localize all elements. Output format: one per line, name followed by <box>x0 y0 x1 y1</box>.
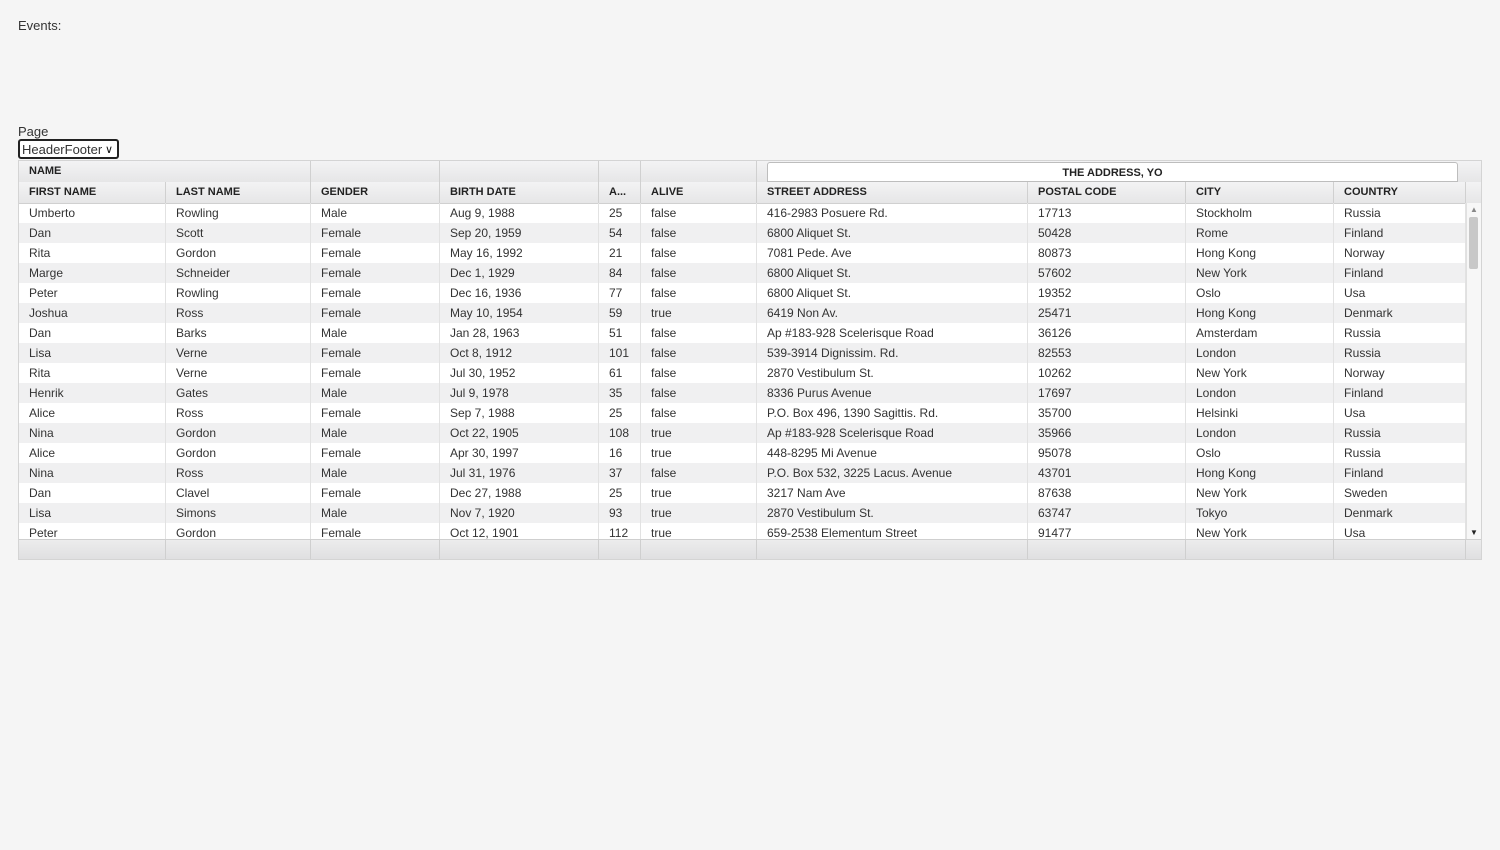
table-cell[interactable]: P.O. Box 496, 1390 Sagittis. Rd. <box>757 403 1028 423</box>
table-cell[interactable]: 2870 Vestibulum St. <box>757 363 1028 383</box>
table-cell[interactable]: Gates <box>166 383 311 403</box>
table-row[interactable] <box>19 463 1466 483</box>
table-cell[interactable]: 6800 Aliquet St. <box>757 283 1028 303</box>
table-cell[interactable]: Umberto <box>19 203 166 223</box>
table-cell[interactable]: 35966 <box>1028 423 1186 443</box>
table-cell[interactable]: Male <box>311 503 440 523</box>
footer-cell <box>757 540 1028 560</box>
table-cell[interactable]: 8336 Purus Avenue <box>757 383 1028 403</box>
footer-cell <box>599 540 641 560</box>
table-cell[interactable]: Oct 12, 1901 <box>440 523 599 539</box>
table-cell[interactable]: false <box>641 383 757 403</box>
table-cell[interactable]: Male <box>311 323 440 343</box>
page-select-value: HeaderFooter <box>22 141 103 157</box>
table-row[interactable] <box>19 443 1466 463</box>
table-cell[interactable]: Gordon <box>166 243 311 263</box>
table-cell[interactable]: Peter <box>19 523 166 539</box>
table-row[interactable] <box>19 343 1466 363</box>
table-cell[interactable]: Rowling <box>166 283 311 303</box>
table-cell[interactable]: 108 <box>599 423 641 443</box>
column-header[interactable]: COUNTRY <box>1334 182 1466 203</box>
table-row[interactable] <box>19 243 1466 263</box>
table-cell[interactable]: Lisa <box>19 343 166 363</box>
scrollbar-thumb[interactable] <box>1469 217 1478 269</box>
table-cell[interactable]: 59 <box>599 303 641 323</box>
table-cell[interactable]: true <box>641 423 757 443</box>
column-header[interactable]: GENDER <box>311 182 440 203</box>
table-cell[interactable]: 50428 <box>1028 223 1186 243</box>
group-header-empty <box>599 161 641 182</box>
table-cell[interactable]: Barks <box>166 323 311 343</box>
table-cell[interactable]: false <box>641 363 757 383</box>
table-cell[interactable]: Oslo <box>1186 443 1334 463</box>
table-cell[interactable]: Amsterdam <box>1186 323 1334 343</box>
table-cell[interactable]: false <box>641 343 757 363</box>
table-cell[interactable]: 54 <box>599 223 641 243</box>
grid-footer <box>19 539 1481 560</box>
table-cell[interactable]: Hong Kong <box>1186 303 1334 323</box>
table-cell[interactable]: Female <box>311 443 440 463</box>
table-cell[interactable]: 95078 <box>1028 443 1186 463</box>
table-cell[interactable]: 37 <box>599 463 641 483</box>
table-cell[interactable]: Female <box>311 283 440 303</box>
table-row[interactable] <box>19 263 1466 283</box>
table-cell[interactable]: 91477 <box>1028 523 1186 539</box>
table-cell[interactable]: 35700 <box>1028 403 1186 423</box>
table-row[interactable] <box>19 203 1466 223</box>
table-cell[interactable]: Verne <box>166 363 311 383</box>
table-cell[interactable]: 35 <box>599 383 641 403</box>
table-cell[interactable]: Jul 30, 1952 <box>440 363 599 383</box>
table-cell[interactable]: Apr 30, 1997 <box>440 443 599 463</box>
table-cell[interactable]: Rowling <box>166 203 311 223</box>
triangle-up-icon[interactable]: ▲ <box>1470 205 1478 214</box>
table-cell[interactable]: Nina <box>19 463 166 483</box>
table-cell[interactable]: true <box>641 443 757 463</box>
table-cell[interactable]: Schneider <box>166 263 311 283</box>
column-header[interactable]: POSTAL CODE <box>1028 182 1186 203</box>
table-cell[interactable]: 51 <box>599 323 641 343</box>
column-header[interactable]: A... <box>599 182 641 203</box>
table-cell[interactable]: Gordon <box>166 423 311 443</box>
table-cell[interactable]: Dec 16, 1936 <box>440 283 599 303</box>
table-cell[interactable]: 63747 <box>1028 503 1186 523</box>
table-cell[interactable]: true <box>641 483 757 503</box>
table-cell[interactable]: Denmark <box>1334 303 1466 323</box>
table-cell[interactable]: Aug 9, 1988 <box>440 203 599 223</box>
table-cell[interactable]: Ross <box>166 463 311 483</box>
table-cell[interactable]: Male <box>311 463 440 483</box>
group-header-empty <box>311 161 440 182</box>
footer-cell <box>19 540 166 560</box>
table-row[interactable] <box>19 283 1466 303</box>
table-cell[interactable]: Joshua <box>19 303 166 323</box>
table-cell[interactable]: 16 <box>599 443 641 463</box>
table-cell[interactable]: Jul 9, 1978 <box>440 383 599 403</box>
table-cell[interactable]: 25 <box>599 203 641 223</box>
table-cell[interactable]: false <box>641 403 757 423</box>
table-cell[interactable]: Russia <box>1334 203 1466 223</box>
table-cell[interactable]: 6800 Aliquet St. <box>757 223 1028 243</box>
grid-body <box>19 203 1466 539</box>
table-cell[interactable]: Norway <box>1334 243 1466 263</box>
group-header-name[interactable]: NAME <box>19 161 311 182</box>
table-cell[interactable]: Usa <box>1334 523 1466 539</box>
table-cell[interactable]: 80873 <box>1028 243 1186 263</box>
table-cell[interactable]: Finland <box>1334 463 1466 483</box>
table-cell[interactable]: Clavel <box>166 483 311 503</box>
table-cell[interactable]: 84 <box>599 263 641 283</box>
table-cell[interactable]: 659-2538 Elementum Street <box>757 523 1028 539</box>
table-cell[interactable]: false <box>641 283 757 303</box>
table-cell[interactable]: New York <box>1186 523 1334 539</box>
table-cell[interactable]: Tokyo <box>1186 503 1334 523</box>
column-header[interactable]: ALIVE <box>641 182 757 203</box>
table-cell[interactable]: Dec 1, 1929 <box>440 263 599 283</box>
table-cell[interactable]: 57602 <box>1028 263 1186 283</box>
table-cell[interactable]: New York <box>1186 483 1334 503</box>
table-cell[interactable]: true <box>641 303 757 323</box>
table-cell[interactable]: 3217 Nam Ave <box>757 483 1028 503</box>
table-cell[interactable]: Russia <box>1334 323 1466 343</box>
group-header-empty <box>641 161 757 182</box>
table-cell[interactable]: Dan <box>19 323 166 343</box>
table-cell[interactable]: Sweden <box>1334 483 1466 503</box>
table-cell[interactable]: Female <box>311 303 440 323</box>
table-cell[interactable]: Female <box>311 263 440 283</box>
table-cell[interactable]: New York <box>1186 363 1334 383</box>
table-cell[interactable]: Female <box>311 243 440 263</box>
column-header[interactable]: LAST NAME <box>166 182 311 203</box>
table-cell[interactable]: Henrik <box>19 383 166 403</box>
table-cell[interactable]: 17697 <box>1028 383 1186 403</box>
table-cell[interactable]: true <box>641 523 757 539</box>
table-cell[interactable]: Finland <box>1334 223 1466 243</box>
table-cell[interactable]: London <box>1186 383 1334 403</box>
table-cell[interactable]: 87638 <box>1028 483 1186 503</box>
table-cell[interactable]: Female <box>311 223 440 243</box>
table-cell[interactable]: Lisa <box>19 503 166 523</box>
table-cell[interactable]: Sep 20, 1959 <box>440 223 599 243</box>
triangle-down-icon[interactable]: ▼ <box>1470 528 1478 537</box>
table-row[interactable] <box>19 383 1466 403</box>
table-cell[interactable]: 6800 Aliquet St. <box>757 263 1028 283</box>
table-cell[interactable]: Rita <box>19 243 166 263</box>
table-cell[interactable]: Jul 31, 1976 <box>440 463 599 483</box>
footer-cell <box>1334 540 1466 560</box>
table-cell[interactable]: Rome <box>1186 223 1334 243</box>
table-cell[interactable]: Female <box>311 483 440 503</box>
table-cell[interactable]: Finland <box>1334 263 1466 283</box>
table-cell[interactable]: 2870 Vestibulum St. <box>757 503 1028 523</box>
table-cell[interactable]: 10262 <box>1028 363 1186 383</box>
table-cell[interactable]: Dan <box>19 483 166 503</box>
table-cell[interactable]: Dan <box>19 223 166 243</box>
table-row[interactable] <box>19 523 1466 539</box>
table-cell[interactable]: Gordon <box>166 443 311 463</box>
footer-cell <box>166 540 311 560</box>
page-select[interactable] <box>18 139 119 159</box>
table-cell[interactable]: May 10, 1954 <box>440 303 599 323</box>
group-header-row <box>19 161 1481 183</box>
table-cell[interactable]: 25 <box>599 403 641 423</box>
column-header-row <box>19 182 1481 204</box>
table-cell[interactable]: Finland <box>1334 383 1466 403</box>
table-cell[interactable]: Hong Kong <box>1186 463 1334 483</box>
table-cell[interactable]: 19352 <box>1028 283 1186 303</box>
table-cell[interactable]: New York <box>1186 263 1334 283</box>
footer-cell <box>1186 540 1334 560</box>
column-header[interactable]: BIRTH DATE <box>440 182 599 203</box>
table-cell[interactable]: Male <box>311 423 440 443</box>
table-cell[interactable]: 539-3914 Dignissim. Rd. <box>757 343 1028 363</box>
table-cell[interactable]: Alice <box>19 443 166 463</box>
table-cell[interactable]: Verne <box>166 343 311 363</box>
group-header-empty <box>440 161 599 182</box>
table-cell[interactable]: Ross <box>166 303 311 323</box>
table-cell[interactable]: Oct 8, 1912 <box>440 343 599 363</box>
table-cell[interactable]: 61 <box>599 363 641 383</box>
page-label: Page <box>18 124 49 139</box>
column-header[interactable]: STREET ADDRESS <box>757 182 1028 203</box>
table-cell[interactable]: 77 <box>599 283 641 303</box>
table-cell[interactable]: Marge <box>19 263 166 283</box>
chevron-down-icon: ∨ <box>104 144 113 156</box>
table-cell[interactable]: Nov 7, 1920 <box>440 503 599 523</box>
table-cell[interactable]: Stockholm <box>1186 203 1334 223</box>
table-cell[interactable]: Usa <box>1334 283 1466 303</box>
table-cell[interactable]: 112 <box>599 523 641 539</box>
table-cell[interactable]: 25 <box>599 483 641 503</box>
table-cell[interactable]: Gordon <box>166 523 311 539</box>
table-cell[interactable]: 17713 <box>1028 203 1186 223</box>
table-cell[interactable]: P.O. Box 532, 3225 Lacus. Avenue <box>757 463 1028 483</box>
table-cell[interactable]: Hong Kong <box>1186 243 1334 263</box>
table-cell[interactable]: false <box>641 463 757 483</box>
table-cell[interactable]: Oct 22, 1905 <box>440 423 599 443</box>
vertical-scrollbar[interactable] <box>1466 203 1482 539</box>
table-cell[interactable]: Scott <box>166 223 311 243</box>
table-cell[interactable]: Ross <box>166 403 311 423</box>
table-cell[interactable]: 448-8295 Mi Avenue <box>757 443 1028 463</box>
table-cell[interactable]: Usa <box>1334 403 1466 423</box>
table-cell[interactable]: 7081 Pede. Ave <box>757 243 1028 263</box>
table-row[interactable] <box>19 223 1466 243</box>
table-row[interactable] <box>19 323 1466 343</box>
table-cell[interactable]: false <box>641 243 757 263</box>
table-cell[interactable]: 36126 <box>1028 323 1186 343</box>
footer-cell <box>1028 540 1186 560</box>
table-cell[interactable]: false <box>641 323 757 343</box>
table-cell[interactable]: Denmark <box>1334 503 1466 523</box>
table-row[interactable] <box>19 403 1466 423</box>
table-row[interactable] <box>19 363 1466 383</box>
table-cell[interactable]: Oslo <box>1186 283 1334 303</box>
table-row[interactable] <box>19 483 1466 503</box>
table-cell[interactable]: Female <box>311 523 440 539</box>
table-cell[interactable]: Jan 28, 1963 <box>440 323 599 343</box>
table-cell[interactable]: false <box>641 263 757 283</box>
table-cell[interactable]: false <box>641 223 757 243</box>
table-row[interactable] <box>19 503 1466 523</box>
table-cell[interactable]: 21 <box>599 243 641 263</box>
table-cell[interactable]: 25471 <box>1028 303 1186 323</box>
table-row[interactable] <box>19 423 1466 443</box>
table-cell[interactable]: Alice <box>19 403 166 423</box>
table-cell[interactable]: 6419 Non Av. <box>757 303 1028 323</box>
table-cell[interactable]: Helsinki <box>1186 403 1334 423</box>
table-cell[interactable]: Ap #183-928 Scelerisque Road <box>757 423 1028 443</box>
table-cell[interactable]: Female <box>311 343 440 363</box>
table-cell[interactable]: 43701 <box>1028 463 1186 483</box>
table-cell[interactable]: 93 <box>599 503 641 523</box>
table-cell[interactable]: Russia <box>1334 443 1466 463</box>
table-cell[interactable]: false <box>641 203 757 223</box>
table-cell[interactable]: Rita <box>19 363 166 383</box>
group-header-address[interactable]: THE ADDRESS, YO <box>767 162 1458 182</box>
table-cell[interactable]: Female <box>311 363 440 383</box>
table-cell[interactable]: London <box>1186 343 1334 363</box>
events-label: Events: <box>18 18 62 33</box>
table-cell[interactable]: London <box>1186 423 1334 443</box>
footer-cell <box>641 540 757 560</box>
table-cell[interactable]: Nina <box>19 423 166 443</box>
table-cell[interactable]: Female <box>311 403 440 423</box>
data-grid[interactable] <box>18 160 1482 560</box>
table-row[interactable] <box>19 303 1466 323</box>
table-cell[interactable]: Dec 27, 1988 <box>440 483 599 503</box>
table-cell[interactable]: Male <box>311 203 440 223</box>
table-cell[interactable]: Peter <box>19 283 166 303</box>
table-cell[interactable]: 416-2983 Posuere Rd. <box>757 203 1028 223</box>
footer-cell <box>311 540 440 560</box>
table-cell[interactable]: Sep 7, 1988 <box>440 403 599 423</box>
table-cell[interactable]: 82553 <box>1028 343 1186 363</box>
table-cell[interactable]: Norway <box>1334 363 1466 383</box>
table-cell[interactable]: 101 <box>599 343 641 363</box>
table-cell[interactable]: Russia <box>1334 423 1466 443</box>
column-header[interactable]: FIRST NAME <box>19 182 166 203</box>
table-cell[interactable]: Russia <box>1334 343 1466 363</box>
table-cell[interactable]: Simons <box>166 503 311 523</box>
table-cell[interactable]: May 16, 1992 <box>440 243 599 263</box>
footer-cell <box>440 540 599 560</box>
column-header[interactable]: CITY <box>1186 182 1334 203</box>
table-cell[interactable]: Male <box>311 383 440 403</box>
table-cell[interactable]: Ap #183-928 Scelerisque Road <box>757 323 1028 343</box>
table-cell[interactable]: true <box>641 503 757 523</box>
